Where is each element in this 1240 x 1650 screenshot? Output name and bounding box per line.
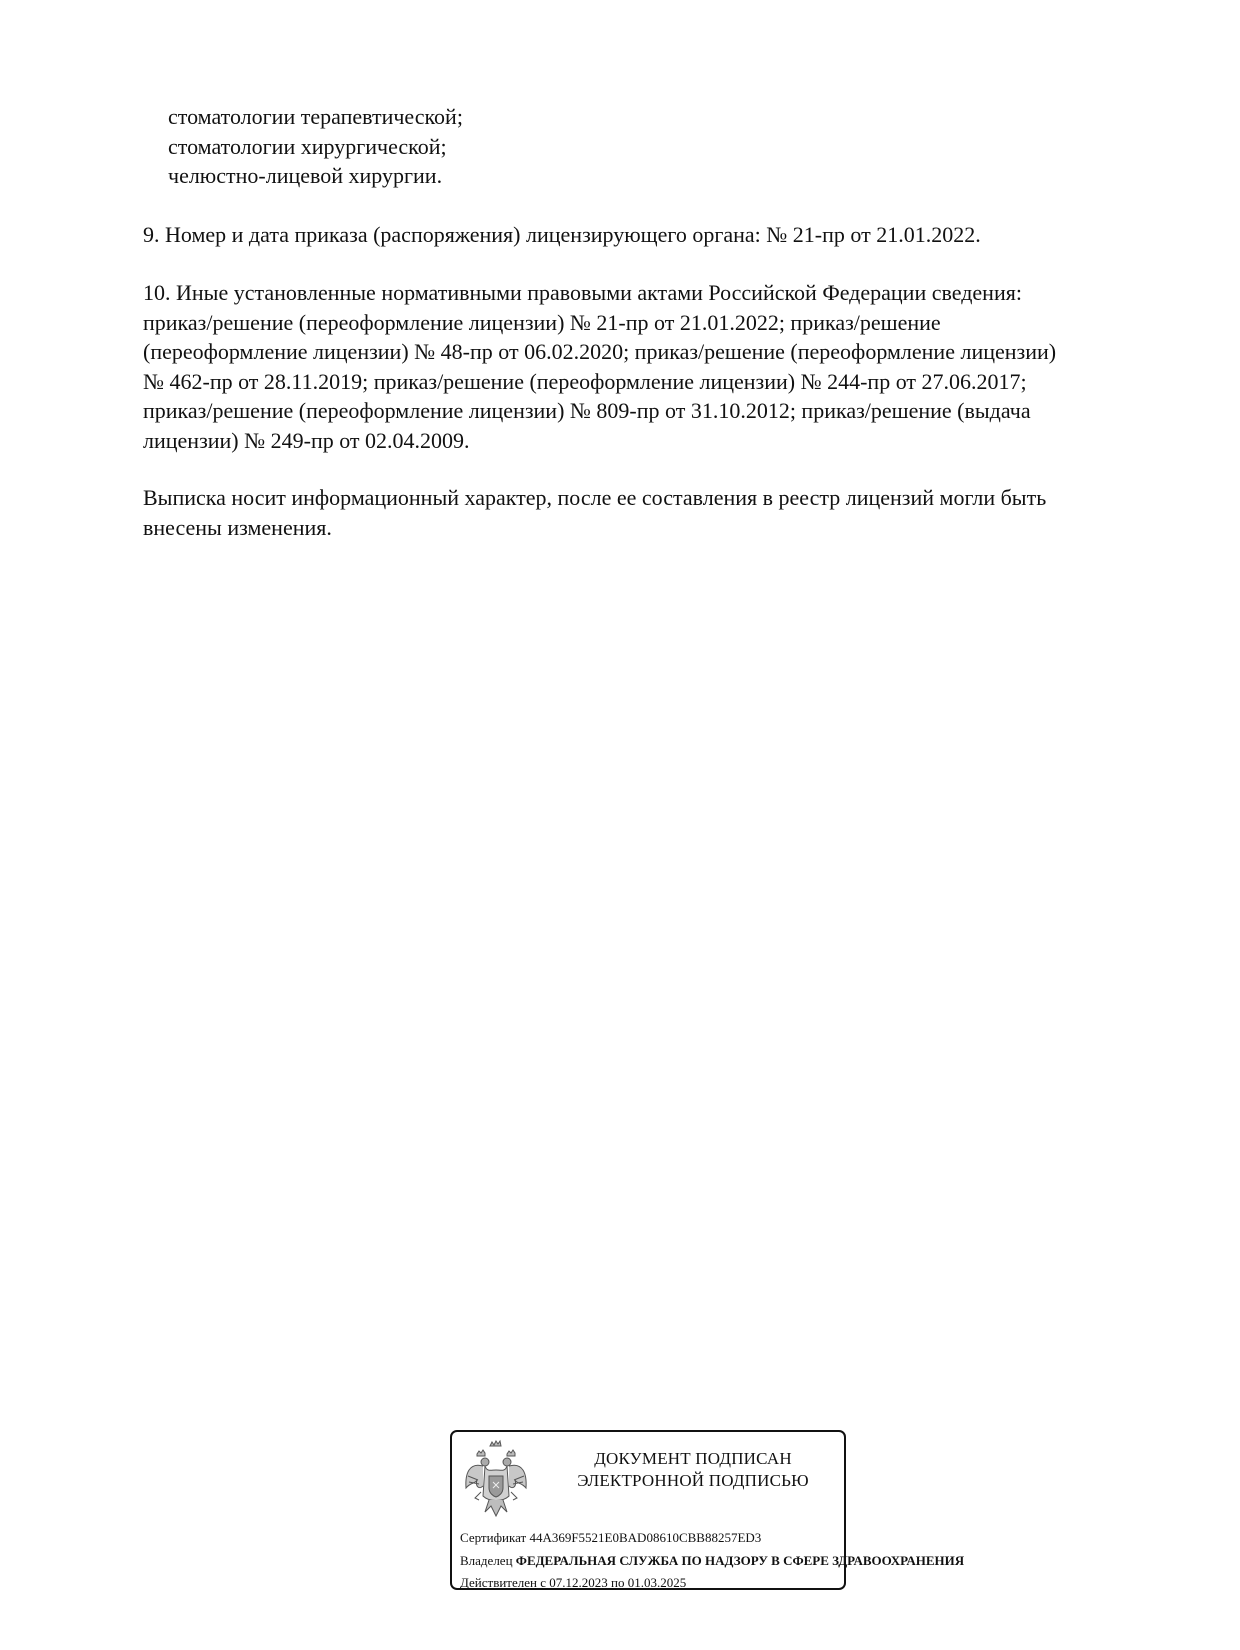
validity-row: Действителен с 07.12.2023 по 01.03.2025 [460,1575,687,1590]
list-item: стоматологии терапевтической; [168,104,463,129]
electronic-signature-stamp [450,1430,965,1590]
section-10-line: 10. Иные установленные нормативными правовыми актами Российской Федерации сведения: [143,280,1022,305]
owner-value: ФЕДЕРАЛЬНАЯ СЛУЖБА ПО НАДЗОРУ В СФЕРЕ ЗДРАВООХРАНЕНИЯ [515,1552,965,1568]
section-10-line: (переоформление лицензии) № 48-пр от 06.02.2020; приказ/решение (переоформление лицензии) [143,339,1057,364]
certificate-row [460,1527,840,1550]
list-item: стоматологии хирургической; [168,133,447,159]
section-10-line: приказ/решение (переоформление лицензии) № 21-пр от 21.01.2022; приказ/решение [143,309,941,335]
section-10-line: лицензии) № 249-пр от 02.04.2009. [143,427,470,453]
certificate-label: Сертификат [460,1530,527,1545]
section-10 [143,278,1153,455]
stamp-title-line: ДОКУМЕНТ ПОДПИСАН [594,1449,792,1468]
section-10-line: приказ/решение (переоформление лицензии) № 809-пр от 31.10.2012; приказ/решение (выдача [143,398,1031,423]
list-item: челюстно-лицевой хирургии. [168,163,443,188]
section-10-line: № 462-пр от 28.11.2019; приказ/решение (переоформление лицензии) № 244-пр от 27.06.2017; [143,368,1027,394]
disclaimer [143,483,1153,542]
owner-row [460,1550,965,1573]
section-9 [143,220,1153,250]
coat-of-arms-icon [463,1440,529,1520]
certificate-value: 44A369F5521E0BAD08610CBB88257ED3 [529,1530,762,1545]
section-9-text: 9. Номер и дата приказа (распоряжения) лицензирующего органа: № 21-пр от 21.01.2022. [143,221,981,247]
owner-label: Владелец [460,1552,513,1568]
services-list [143,102,1153,191]
stamp-title-line: ЭЛЕКТРОННОЙ ПОДПИСЬЮ [577,1471,809,1490]
disclaimer-line: Выписка носит информационный характер, после ее составления в реестр лицензий могли быть [143,485,1047,510]
document-body [143,102,1153,542]
stamp-title [548,1448,838,1492]
disclaimer-line: внесены изменения. [143,514,332,540]
stamp-info [460,1527,965,1595]
